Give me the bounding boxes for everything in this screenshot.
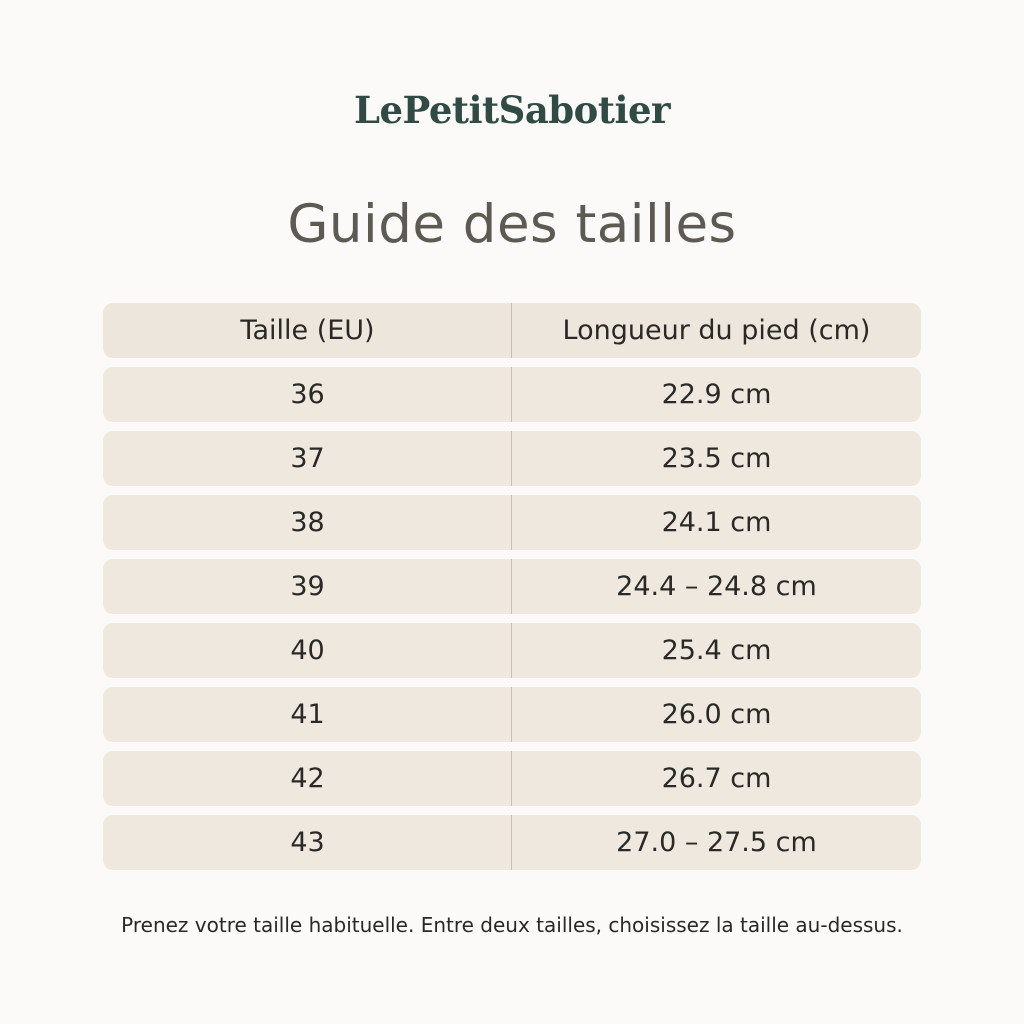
length-cell: 23.5 cm	[661, 443, 772, 474]
size-cell: 39	[290, 571, 325, 602]
table-row	[103, 559, 921, 614]
table-header-row	[103, 303, 921, 358]
size-table	[103, 303, 921, 879]
length-cell: 25.4 cm	[661, 635, 772, 666]
header-size: Taille (EU)	[240, 315, 375, 346]
table-row	[103, 623, 921, 678]
column-divider	[511, 815, 512, 870]
size-advice-note: Prenez votre taille habituelle. Entre deux tailles, choisissez la taille au-dessus.	[121, 913, 903, 937]
length-cell: 26.7 cm	[661, 763, 772, 794]
table-row	[103, 367, 921, 422]
size-cell: 38	[290, 507, 325, 538]
size-cell: 40	[290, 635, 325, 666]
column-divider	[511, 367, 512, 422]
length-cell: 24.4 – 24.8 cm	[616, 571, 817, 602]
size-cell: 42	[290, 763, 325, 794]
table-row	[103, 687, 921, 742]
size-cell: 36	[290, 379, 325, 410]
table-row	[103, 495, 921, 550]
length-cell: 22.9 cm	[661, 379, 772, 410]
size-cell: 41	[290, 699, 325, 730]
table-row	[103, 815, 921, 870]
page-title: Guide des tailles	[287, 194, 737, 255]
header-foot-length: Longueur du pied (cm)	[562, 315, 871, 346]
size-cell: 43	[290, 827, 325, 858]
table-row	[103, 431, 921, 486]
column-divider	[511, 751, 512, 806]
size-cell: 37	[290, 443, 325, 474]
length-cell: 24.1 cm	[661, 507, 772, 538]
column-divider	[511, 303, 512, 358]
column-divider	[511, 687, 512, 742]
table-row	[103, 751, 921, 806]
brand-logo: LePetitSabotier	[353, 88, 671, 132]
column-divider	[511, 495, 512, 550]
length-cell: 27.0 – 27.5 cm	[616, 827, 817, 858]
column-divider	[511, 623, 512, 678]
column-divider	[511, 431, 512, 486]
length-cell: 26.0 cm	[661, 699, 772, 730]
column-divider	[511, 559, 512, 614]
